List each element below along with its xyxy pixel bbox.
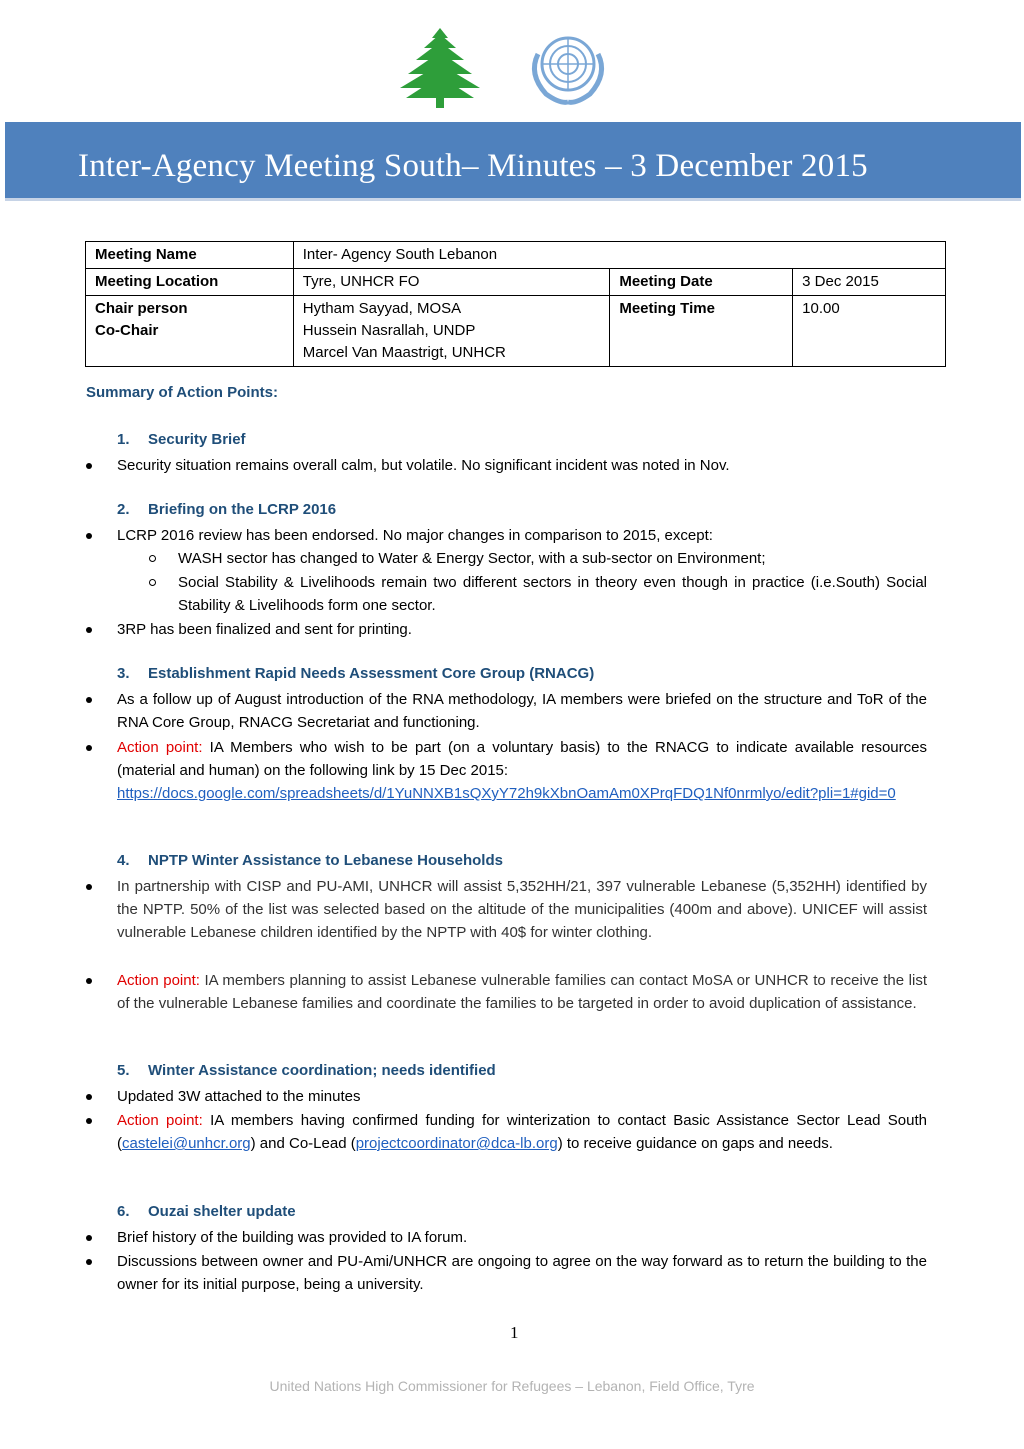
chair-line: Hytham Sayyad, MOSA (302, 300, 462, 317)
chair-labels (86, 296, 294, 367)
email-link[interactable]: castelei@unhcr.org (122, 1135, 251, 1152)
chair-label: Chair person (95, 300, 188, 317)
action-point-label: Action point: (117, 1112, 203, 1129)
sub-list-item: Social Stability & Livelihoods remain two different sectors in theory even though in practice (i.e.South) Social Stability & Livelihoods form one sector. (178, 571, 927, 617)
page-number: 1 (510, 1323, 519, 1342)
list-item: Brief history of the building was provided to IA forum. (117, 1226, 927, 1249)
table-row (86, 296, 946, 367)
list-item (117, 969, 927, 1015)
meeting-date-value: 3 Dec 2015 (793, 269, 946, 296)
header-logos (0, 22, 1024, 112)
list-item (117, 1109, 927, 1155)
spreadsheet-link[interactable]: https://docs.google.com/spreadsheets/d/1YuNNXB1sQXyY72h9kXbnOamAm0XPrqFDQ1Nf0nrmlyo/edit?pli=1#gid=0 (117, 785, 896, 802)
meeting-time-value: 10.00 (793, 296, 946, 367)
section-number: 1. (117, 431, 130, 448)
list-item: Updated 3W attached to the minutes (117, 1085, 927, 1108)
section-title: NPTP Winter Assistance to Lebanese Households (148, 852, 503, 869)
section-title: Security Brief (148, 431, 246, 448)
action-point-text: IA Members who wish to be part (on a voluntary basis) to the RNACG to indicate available resources (material and human) on the following link by 15 Dec 2015: (117, 739, 927, 779)
list-item (117, 736, 927, 805)
page-footer: United Nations High Commissioner for Refugees – Lebanon, Field Office, Tyre (269, 1378, 755, 1394)
list-item: In partnership with CISP and PU-AMI, UNHCR will assist 5,352HH/21, 397 vulnerable Lebanese (5,352HH) identified by the NPTP. 50% of the list was selected based on the altitude of the municipalities (400m and above). UNICEF will assist vulnerable Lebanese children identified by the NPTP with 40$ for winter clothing. (117, 875, 927, 944)
meeting-location-value: Tyre, UNHCR FO (293, 269, 610, 296)
section-number: 6. (117, 1203, 130, 1220)
chair-values (293, 296, 610, 367)
section-heading (117, 501, 336, 518)
cochair-label: Co-Chair (95, 322, 159, 339)
section-title: Winter Assistance coordination; needs identified (148, 1062, 496, 1079)
list-item: 3RP has been finalized and sent for printing. (117, 618, 927, 641)
section-heading (117, 431, 246, 448)
section-heading (117, 852, 503, 869)
section-title: Briefing on the LCRP 2016 (148, 501, 337, 518)
action-point-label: Action point: (117, 972, 200, 989)
email-link[interactable]: projectcoordinator@dca-lb.org (355, 1135, 558, 1152)
list-item: Discussions between owner and PU-Ami/UNHCR are ongoing to agree on the way forward as to return the building to the owner for its initial purpose, being a university. (117, 1250, 927, 1296)
chair-line: Marcel Van Maastrigt, UNHCR (302, 344, 506, 361)
meeting-time-label: Meeting Time (610, 296, 793, 367)
sub-list-item: WASH sector has changed to Water & Energy Sector, with a sub-sector on Environment; (178, 547, 927, 570)
section-heading (117, 665, 594, 682)
un-emblem-logo (520, 24, 616, 108)
section-number: 3. (117, 665, 130, 682)
list-item: Security situation remains overall calm, but volatile. No significant incident was noted in Nov. (117, 454, 927, 477)
section-title: Ouzai shelter update (148, 1203, 296, 1220)
table-row (86, 242, 946, 269)
chair-line: Hussein Nasrallah, UNDP (302, 322, 476, 339)
section-number: 2. (117, 501, 130, 518)
section-number: 5. (117, 1062, 130, 1079)
action-point-text: ) to receive guidance on gaps and needs. (557, 1135, 833, 1152)
cedar-tree-logo (394, 26, 486, 110)
meeting-name-value: Inter- Agency South Lebanon (293, 242, 945, 269)
list-item: As a follow up of August introduction of the RNA methodology, IA members were briefed on the structure and ToR of the RNA Core Group, RNACG Secretariat and functioning. (117, 688, 927, 734)
section-number: 4. (117, 852, 130, 869)
page-title: Inter-Agency Meeting South– Minutes – 3 December 2015 (78, 148, 868, 184)
table-row (86, 269, 946, 296)
action-point-text: IA members planning to assist Lebanese vulnerable families can contact MoSA or UNHCR to receive the list of the vulnerable Lebanese families and coordinate the families to be targeted in order to avoid duplication of assistance. (117, 972, 927, 1012)
action-point-label: Action point: (117, 739, 203, 756)
list-item: LCRP 2016 review has been endorsed. No major changes in comparison to 2015, except: (117, 524, 927, 547)
meeting-date-label: Meeting Date (610, 269, 793, 296)
summary-heading: Summary of Action Points: (86, 384, 278, 401)
action-point-text: IA members having confirmed funding for winterization to contact Basic Assistance Sector Lead South ( (117, 1112, 927, 1152)
meeting-location-label: Meeting Location (86, 269, 294, 296)
meeting-name-label: Meeting Name (86, 242, 294, 269)
meeting-info-table (85, 241, 946, 367)
section-heading (117, 1203, 296, 1220)
section-heading (117, 1062, 496, 1079)
section-title: Establishment Rapid Needs Assessment Core Group (RNACG) (148, 665, 595, 682)
action-point-text: ) and Co-Lead ( (250, 1135, 356, 1152)
